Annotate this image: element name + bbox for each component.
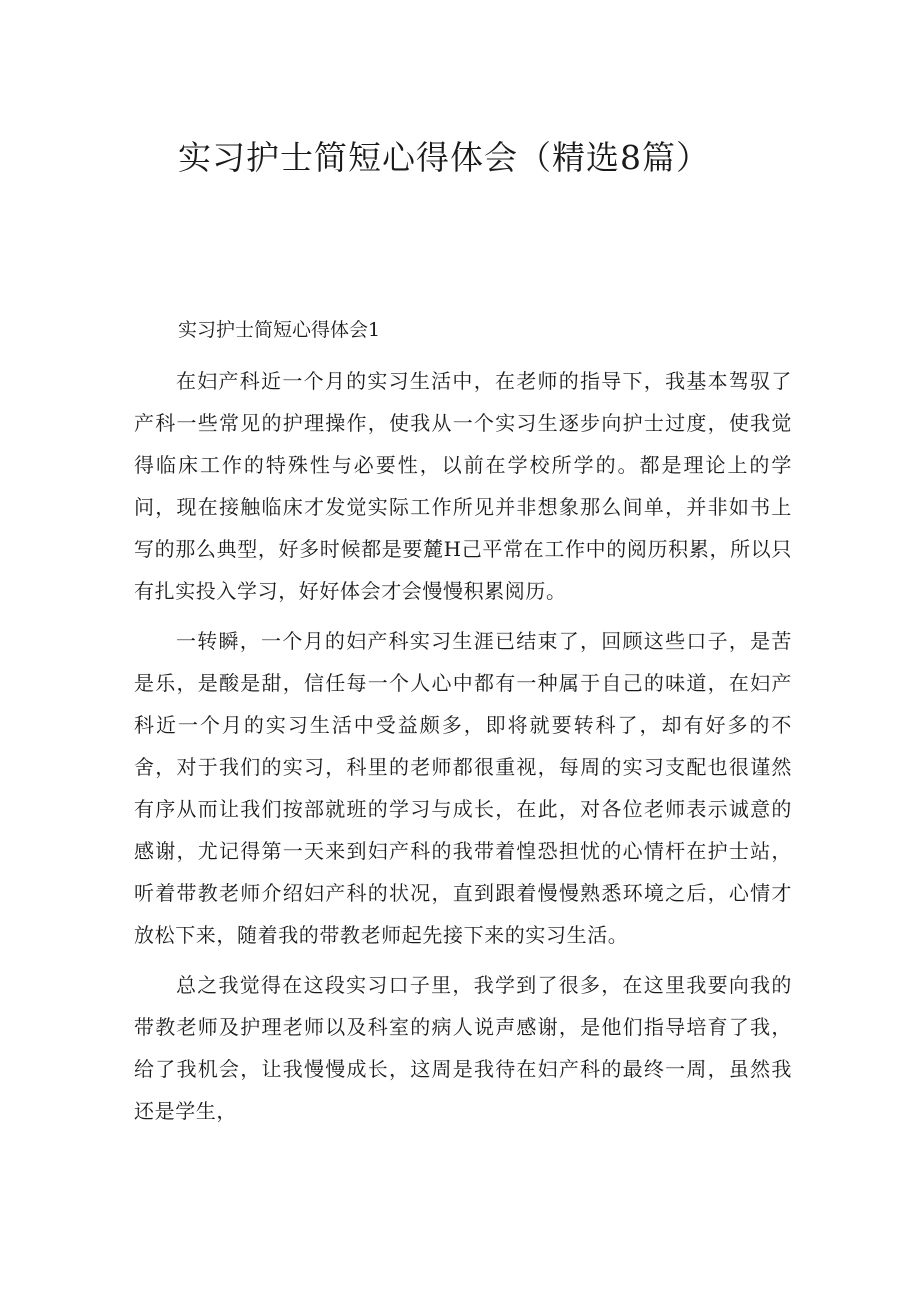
paragraph: 一转瞬，一个月的妇产科实习生涯已结束了，回顾这些口子，是苦是乐，是酸是甜，信任每一个人心中都有一种属于自己的味道，在妇产科近一个月的实习生活中受益颇多，即将就要转科了，却有好多的不舍，对于我们的实习，科里的老师都很重视，每周的实习支配也很谨然有序从而让我们按部就班的学习与成长，在此，对各位老师表示诚意的感谢，尤记得第一天来到妇产科的我带着惶恐担忧的心情杆在护士站，听着带教老师介绍妇产科的状况，直到跟着慢慢熟悉环境之后，心情才放松下来，随着我的带教老师起先接下来的实习生活。 [134,629,792,947]
body-text [134,360,792,1140]
paragraph: 总之我觉得在这段实习口子里，我学到了很多，在这里我要向我的带教老师及护理老师以及科室的病人说声感谢，是他们指导培育了我，给了我机会，让我慢慢成长，这周是我待在妇产科的最终一周，虽然我还是学生， [134,973,792,1123]
paragraph: 在妇产科近一个月的实习生活中，在老师的指导下，我基本驾驭了产科一些常见的护理操作，使我从一个实习生逐步向护士过度，使我觉得临床工作的特殊性与必要性，以前在学校所学的。都是理论上的学问，现在接触临床才发觉实际工作所见并非想象那么间单，并非如书上写的那么典型，好多时候都是要麓H己平常在工作中的阅历积累，所以只有扎实投入学习，好好体会才会慢慢积累阅历。 [134,369,792,603]
document-title: 实习护士简短心得体会（精选8篇） [178,138,710,177]
section-heading: 实习护士简短心得体会1 [178,319,381,341]
